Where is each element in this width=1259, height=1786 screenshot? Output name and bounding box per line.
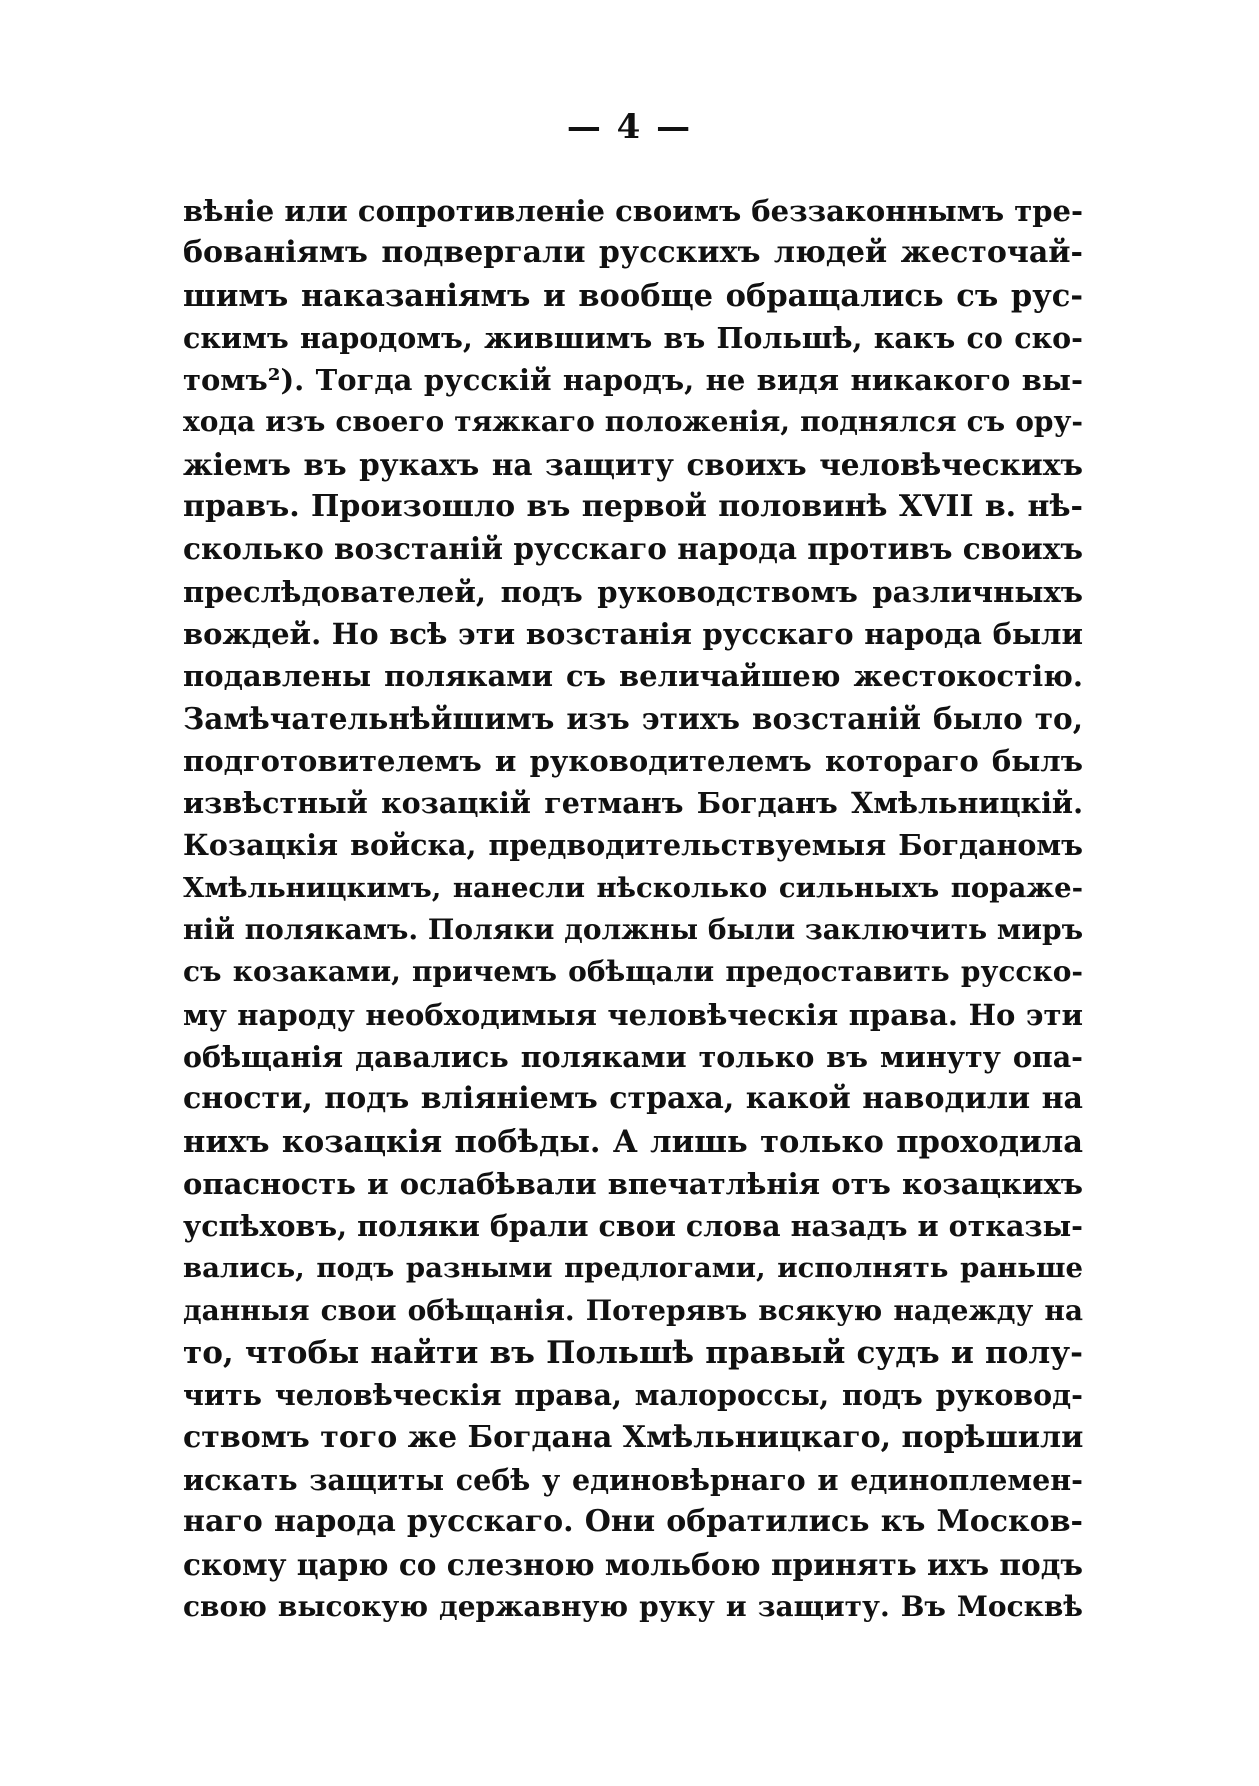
text-line: искать защиты себѣ у единовѣрнаго и единоплемен- xyxy=(183,1462,1083,1497)
text-line: ній полякамъ. Поляки должны были заключить миръ xyxy=(183,913,1083,947)
text-line: опасность и ослабѣвали впечатлѣнія отъ козацкихъ xyxy=(183,1166,1083,1201)
text-line: вѣніе или сопротивленіе своимъ беззаконнымъ тре- xyxy=(183,194,1083,228)
text-line: сколько возстаній русскаго народа противъ своихъ xyxy=(183,531,1083,567)
text-line: Хмѣльницкимъ, нанесли нѣсколько сильныхъ пораже- xyxy=(183,871,1083,904)
text-line: съ козаками, причемъ обѣщали предоставить русско- xyxy=(183,955,1083,989)
text-line: сности, подъ вліяніемъ страха, какой наводили на xyxy=(183,1081,1083,1117)
text-line: подготовителемъ и руководителемъ котораго былъ xyxy=(183,743,1083,778)
page-number: — 4 — xyxy=(566,107,693,147)
text-line: томъ²). Тогда русскій народъ, не видя никакого вы- xyxy=(183,363,1083,398)
text-line: скому царю со слезною мольбою принять ихъ подъ xyxy=(183,1546,1083,1582)
text-line: шимъ наказаніямъ и вообще обращались съ рус- xyxy=(183,277,1083,314)
text-line: наго народа русскаго. Они обратились къ Москов- xyxy=(183,1504,1083,1540)
text-line: преслѣдователей, подъ руководствомъ различныхъ xyxy=(183,574,1083,609)
text-line: Козацкія войска, предводительствуемыя Богданомъ xyxy=(183,828,1083,863)
text-line: чить человѣческія права, малороссы, подъ руковод- xyxy=(183,1378,1083,1413)
text-line: вождей. Но всѣ эти возстанія русскаго народа были xyxy=(183,616,1083,651)
text-line: ствомъ того же Богдана Хмѣльницкаго, порѣшили xyxy=(183,1419,1083,1455)
text-line: правъ. Произошло въ первой половинѣ XVII в. нѣ- xyxy=(183,489,1083,525)
text-line: данныя свои обѣщанія. Потерявъ всякую надежду на xyxy=(183,1293,1083,1327)
text-line: извѣстный козацкій гетманъ Богданъ Хмѣльницкій. xyxy=(183,786,1083,821)
text-line: то, чтобы найти въ Польшѣ правый судъ и полу- xyxy=(183,1335,1083,1372)
text-line: бованіямъ подвергали русскихъ людей жесточай- xyxy=(183,235,1083,271)
text-line: подавлены поляками съ величайшею жестокостію. xyxy=(183,659,1083,694)
text-line: нихъ козацкія побѣды. А лишь только проходила xyxy=(183,1123,1083,1160)
text-line: Замѣчательнѣйшимъ изъ этихъ возстаній было то, xyxy=(183,700,1083,736)
text-line: хода изъ своего тяжкаго положенія, поднялся съ ору- xyxy=(183,405,1083,439)
text-line: обѣщанія давались поляками только въ минуту опа- xyxy=(183,1039,1083,1074)
text-line: успѣховъ, поляки брали свои слова назадъ и отказы- xyxy=(183,1209,1083,1244)
text-line: му народу необходимыя человѣческія права. Но эти xyxy=(183,997,1083,1032)
text-line: жіемъ въ рукахъ на защиту своихъ человѣческихъ xyxy=(183,446,1083,482)
text-line: вались, подъ разными предлогами, исполнять раньше xyxy=(183,1252,1083,1285)
text-line: скимъ народомъ, жившимъ въ Польшѣ, какъ со ско- xyxy=(183,320,1083,355)
text-line: свою высокую державную руку и защиту. Въ Москвѣ xyxy=(183,1589,1083,1623)
body-text xyxy=(183,190,1083,1628)
